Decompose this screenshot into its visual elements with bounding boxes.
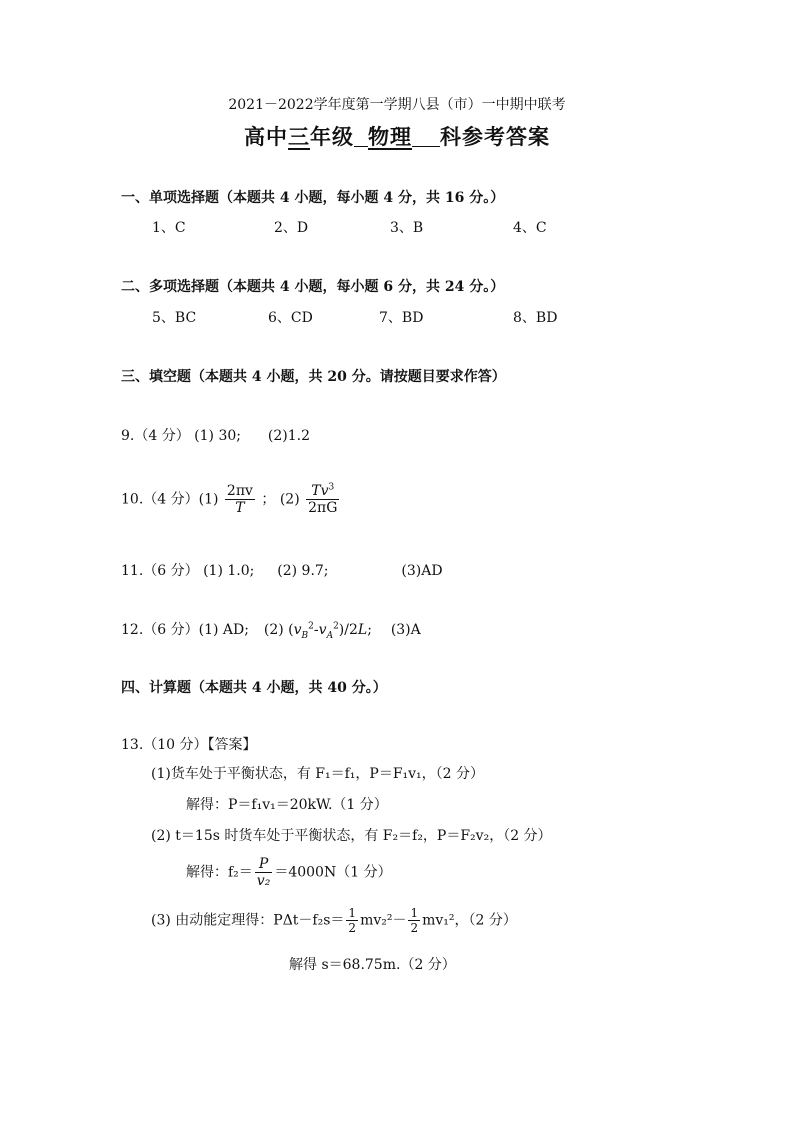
- s2-answer-2: 6、CD: [268, 310, 313, 326]
- s2-answer-1: 5、BC: [152, 310, 197, 326]
- q10-f1-numerator: 2πv: [226, 483, 253, 499]
- q9-answer-2: (2)1.2: [267, 428, 310, 444]
- q9-answer-1: (1) 30;: [194, 428, 241, 444]
- title-grade: 三: [288, 124, 310, 149]
- s2-answer-3: 7、BD: [379, 310, 424, 326]
- q13-part-2: (2) t＝15s 时货车处于平衡状态，有 F₂＝f₂，P＝F₂v₂，（2 分）: [151, 828, 552, 844]
- q10-fraction-2: [306, 484, 339, 515]
- q13-p2-frac-numerator: P: [258, 856, 269, 872]
- q13-p2-frac-denominator: v₂: [256, 872, 271, 889]
- q10-f2-exponent: 3: [328, 482, 335, 493]
- title-part-a: 高中: [244, 124, 288, 149]
- q11-answer-3: (3)AD: [401, 563, 443, 579]
- s1-answer-4: 4、C: [513, 220, 547, 236]
- section-2-heading: 二、多项选择题（本题共 4 小题，每小题 6 分，共 24 分。）: [121, 279, 505, 295]
- q13-part-3: [151, 907, 517, 934]
- q13-part-1-solution: 解得：P＝f₁v₁＝20kW.（1 分）: [186, 797, 388, 813]
- q11-answer-1: (1) 1.0;: [203, 563, 255, 579]
- q13-p2-sol-prefix: 解得：f₂＝: [186, 864, 253, 881]
- q9-prefix: 9.（4 分）: [121, 428, 190, 444]
- exam-header: 2021－2022学年度第一学期八县（市）一中期中联考: [228, 97, 566, 113]
- title-subject: 物理: [368, 124, 412, 149]
- q13-title: 13.（10 分）【答案】: [121, 737, 257, 753]
- q13-part-1: (1)货车处于平衡状态，有 F₁＝f₁，P＝F₁v₁，（2 分）: [151, 766, 485, 782]
- q13-p2-sol-suffix: ＝4000N（1 分）: [274, 864, 392, 881]
- q11-answer-2: (2) 9.7;: [277, 563, 329, 579]
- q13-p3-prefix: (3) 由动能定理得：PΔt－f₂s＝: [151, 912, 345, 929]
- section-1-heading: 一、单项选择题（本题共 4 小题，每小题 4 分，共 16 分。）: [121, 190, 505, 206]
- title-blank-left: [354, 126, 368, 147]
- s1-answer-3: 3、B: [390, 220, 424, 236]
- q13-p3-half-2: $\frac{1}{2}$: [410, 906, 419, 935]
- s1-answer-2: 2、D: [274, 220, 309, 236]
- s1-answer-1: 1、C: [152, 220, 186, 236]
- section-4-heading: 四、计算题（本题共 4 小题，共 40 分。）: [121, 680, 387, 696]
- q10-prefix: 10.（4 分）(1): [121, 491, 219, 508]
- q13-p3-mid-2: mv₁²，（2 分）: [422, 912, 517, 929]
- title-part-b: 年级: [310, 124, 354, 149]
- q13-part-2-solution: [186, 857, 392, 888]
- q12-row: [121, 621, 421, 641]
- q10-f2-numerator: Tv: [311, 483, 329, 499]
- q13-p3-half-1: $\frac{1}{2}$: [348, 906, 357, 935]
- q10-row: [121, 484, 341, 515]
- q10-fraction-1: [225, 484, 255, 515]
- title-part-c: 科参考答案: [440, 124, 550, 149]
- q12-answer-3: (3)A: [390, 622, 421, 638]
- section-3-heading: 三、填空题（本题共 4 小题，共 20 分。请按题目要求作答）: [121, 369, 506, 385]
- q11-row: [121, 564, 443, 578]
- page-title: [0, 126, 794, 147]
- q13-p3-mid-1: mv₂²－: [360, 912, 407, 929]
- q10-f2-denominator: 2πG: [308, 499, 338, 516]
- q13-part-3-solution: 解得 s＝68.75m.（2 分）: [289, 957, 456, 973]
- q11-prefix: 11.（6 分）: [121, 563, 199, 579]
- q10-f1-denominator: T: [235, 499, 245, 516]
- q12-answer-2: (2) $(v_B^2-v_A^2)/2L$;: [263, 621, 372, 641]
- s2-answer-4: 8、BD: [513, 310, 558, 326]
- q13-p2-fraction: [255, 857, 273, 888]
- title-blank-right: [412, 126, 440, 147]
- q12-prefix: 12.（6 分）(1) AD;: [121, 622, 249, 638]
- q10-separator: ； (2): [261, 491, 300, 508]
- q9-row: [121, 429, 310, 443]
